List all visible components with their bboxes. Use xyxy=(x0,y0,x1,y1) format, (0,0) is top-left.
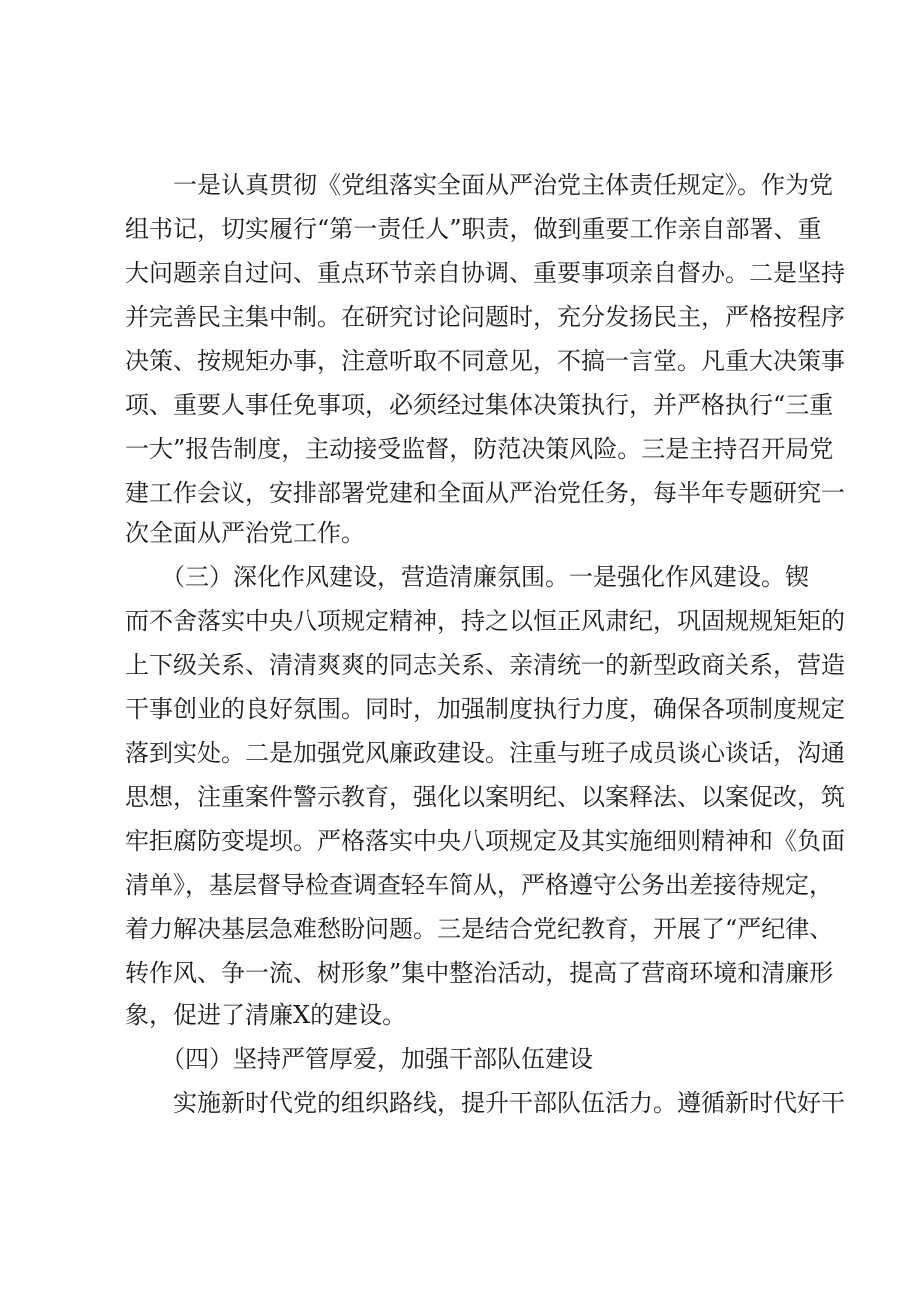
text-line: 一是认真贯彻《党组落实全面从严治党主体责任规定》。作为党 xyxy=(125,171,833,199)
text-line: 上下级关系、清清爽爽的同志关系、亲清统一的新型政商关系，营造 xyxy=(125,651,845,679)
text-line: 牢拒腐防变堤坝。严格落实中央八项规定及其实施细则精神和《负面 xyxy=(125,827,845,855)
text-line: 实施新时代党的组织路线，提升干部队伍活力。遵循新时代好干 xyxy=(125,1089,845,1117)
text-line: 一大”报告制度，主动接受监督，防范决策风险。三是主持召开局党 xyxy=(125,435,834,463)
text-line: 落到实处。二是加强党风廉政建设。注重与班子成员谈心谈话，沟通 xyxy=(125,739,845,767)
text-line: 而不舍落实中央八项规定精神，持之以恒正风肃纪，巩固规规矩矩的 xyxy=(125,607,845,635)
text-line: 次全面从严治党工作。 xyxy=(125,519,365,547)
text-line: 着力解决基层急难愁盼问题。三是结合党纪教育，开展了“严纪律、 xyxy=(125,915,834,943)
text-line: （三）深化作风建设，营造清廉氛围。一是强化作风建设。锲 xyxy=(125,563,809,591)
text-line: 项、重要人事任免事项，必须经过集体决策执行，并严格执行“三重 xyxy=(125,391,834,419)
text-line: 决策、按规矩办事，注意听取不同意见，不搞一言堂。凡重大决策事 xyxy=(125,347,845,375)
text-line: 转作风、争一流、树形象”集中整治活动，提高了营商环境和清廉形 xyxy=(125,959,834,987)
text-line: 大问题亲自过问、重点环节亲自协调、重要事项亲自督办。二是坚持 xyxy=(125,259,845,287)
text-line: 干事创业的良好氛围。同时，加强制度执行力度，确保各项制度规定 xyxy=(125,695,845,723)
text-line: 清单》，基层督导检查调查轻车简从，严格遵守公务出差接待规定， xyxy=(125,871,833,899)
text-line: 并完善民主集中制。在研究讨论问题时，充分发扬民主，严格按程序 xyxy=(125,303,845,331)
section-heading: （四）坚持严管厚爱，加强干部队伍建设 xyxy=(125,1045,593,1073)
text-line: 象，促进了清廉X的建设。 xyxy=(125,1001,407,1029)
text-line: 建工作会议，安排部署党建和全面从严治党任务，每半年专题研究一 xyxy=(125,479,845,507)
text-line: 思想，注重案件警示教育，强化以案明纪、以案释法、以案促改，筑 xyxy=(125,783,845,811)
text-line: 组书记，切实履行“第一责任人”职责，做到重要工作亲自部署、重 xyxy=(125,215,822,243)
